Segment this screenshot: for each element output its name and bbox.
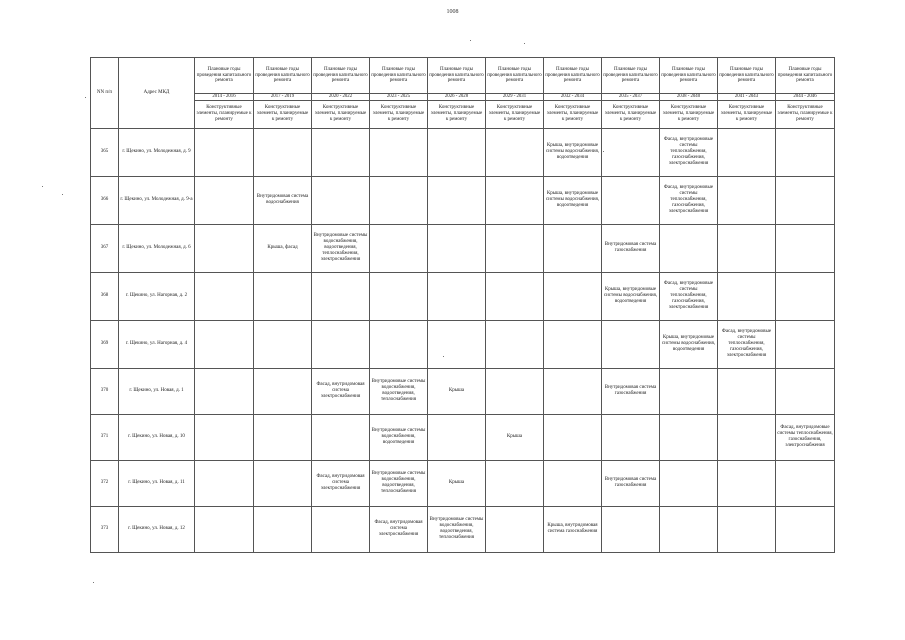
- repair-cell: Крыша, фасад: [254, 224, 312, 272]
- repair-cell: [718, 368, 776, 414]
- repair-cell: [254, 460, 312, 506]
- table-header: [91, 58, 835, 129]
- repair-cell: [776, 506, 835, 552]
- header-period-label: Плановые годы проведения капитального ремонта: [370, 58, 428, 94]
- repair-cell: [660, 506, 718, 552]
- table-row: [91, 224, 835, 272]
- scan-speck: [93, 582, 94, 583]
- row-number: 366: [91, 176, 119, 224]
- header-year-range: 2035 - 2037: [602, 94, 660, 101]
- repair-cell: Внутридомовая система газоснабжения: [602, 224, 660, 272]
- repair-cell: [486, 224, 544, 272]
- repair-cell: Крыша, внутридомовые системы водоснабжения, водоотведения: [602, 272, 660, 320]
- repair-cell: Фасад, внутридомовые системы теплоснабжения, газоснабжения, электроснабжения: [718, 320, 776, 368]
- repair-cell: Внутридомовые системы водоснабжения, водоотведения, теплоснабжения: [428, 506, 486, 552]
- repair-cell: [776, 128, 835, 176]
- repair-cell: Крыша, внутридомовая система газоснабжения: [544, 506, 602, 552]
- row-number: 373: [91, 506, 119, 552]
- header-elements-label: Конструктивные элементы, планируемые к ремонту: [544, 100, 602, 128]
- row-number: 369: [91, 320, 119, 368]
- header-period-label: Плановые годы проведения капитального ремонта: [718, 58, 776, 94]
- repair-cell: [312, 128, 370, 176]
- repair-cell: [602, 128, 660, 176]
- repair-cell: [486, 128, 544, 176]
- header-elements-label: Конструктивные элементы, планируемые к ремонту: [370, 100, 428, 128]
- table-row: [91, 320, 835, 368]
- header-elements-label: Конструктивные элементы, планируемые к ремонту: [660, 100, 718, 128]
- row-number: 370: [91, 368, 119, 414]
- repair-cell: [544, 272, 602, 320]
- header-elements-label: Конструктивные элементы, планируемые к ремонту: [195, 100, 254, 128]
- repair-cell: Фасад, внутридомовая система электроснабжения: [312, 368, 370, 414]
- repair-cell: Фасад, внутридомовые системы теплоснабжения, газоснабжения, электроснабжения: [660, 272, 718, 320]
- scan-speck: [443, 356, 444, 357]
- header-elements-label: Конструктивные элементы, планируемые к ремонту: [718, 100, 776, 128]
- header-row-elements: [91, 100, 835, 128]
- repair-cell: [312, 320, 370, 368]
- repair-cell: [776, 272, 835, 320]
- repair-cell: [195, 176, 254, 224]
- repair-cell: [718, 460, 776, 506]
- scan-speck: [42, 186, 43, 187]
- header-row-labels: [91, 58, 835, 94]
- row-address: г. Щекино, ул. Новая, д. 1: [119, 368, 195, 414]
- repair-cell: [776, 320, 835, 368]
- header-period-label: Плановые годы проведения капитального ремонта: [660, 58, 718, 94]
- repair-cell: [312, 506, 370, 552]
- header-year-range: 2020 - 2022: [312, 94, 370, 101]
- header-year-range: 2017 - 2019: [254, 94, 312, 101]
- header-elements-label: Конструктивные элементы, планируемые к ремонту: [486, 100, 544, 128]
- repair-cell: [486, 320, 544, 368]
- repair-cell: [776, 368, 835, 414]
- repair-cell: [370, 128, 428, 176]
- repair-cell: Фасад, внутридомовые системы теплоснабжения, газоснабжения, электроснабжения: [660, 128, 718, 176]
- header-year-range: 2023 - 2025: [370, 94, 428, 101]
- repair-cell: [370, 176, 428, 224]
- repair-cell: [370, 224, 428, 272]
- repair-cell: [195, 224, 254, 272]
- table-row: [91, 414, 835, 460]
- scan-speck: [470, 40, 471, 41]
- repair-cell: [195, 128, 254, 176]
- repair-cell: [312, 414, 370, 460]
- header-period-label: Плановые годы проведения капитального ремонта: [776, 58, 835, 94]
- repair-cell: Крыша, внутридомовые системы водоснабжения, водоотведения: [544, 128, 602, 176]
- header-year-range: 2014 - 2016: [195, 94, 254, 101]
- row-address: г. Щекино, ул. Молодежная, д. 6: [119, 224, 195, 272]
- header-period-label: Плановые годы проведения капитального ремонта: [195, 58, 254, 94]
- repair-cell: [370, 272, 428, 320]
- repair-cell: [718, 128, 776, 176]
- header-period-label: Плановые годы проведения капитального ремонта: [602, 58, 660, 94]
- header-period-label: Плановые годы проведения капитального ремонта: [254, 58, 312, 94]
- repair-cell: [544, 460, 602, 506]
- repair-cell: Внутридомовые системы водоснабжения, водоотведения, теплоснабжения: [370, 460, 428, 506]
- header-year-range: 2038 - 2040: [660, 94, 718, 101]
- header-period-label: Плановые годы проведения капитального ремонта: [428, 58, 486, 94]
- row-address: г. Щекино, ул. Нагорная, д. 4: [119, 320, 195, 368]
- repair-cell: Фасад, внутридомовая система электроснабжения: [370, 506, 428, 552]
- header-elements-label: Конструктивные элементы, планируемые к ремонту: [254, 100, 312, 128]
- table-row: [91, 460, 835, 506]
- header-elements-label: Конструктивные элементы, планируемые к ремонту: [602, 100, 660, 128]
- repair-cell: [195, 272, 254, 320]
- repair-cell: [312, 176, 370, 224]
- header-year-range: 2041 - 2043: [718, 94, 776, 101]
- row-number: 371: [91, 414, 119, 460]
- repair-cell: [486, 176, 544, 224]
- repair-cell: [428, 128, 486, 176]
- repair-cell: [428, 176, 486, 224]
- repair-cell: [660, 414, 718, 460]
- header-period-label: Плановые годы проведения капитального ремонта: [312, 58, 370, 94]
- scan-speck: [85, 97, 86, 98]
- repair-cell: [602, 414, 660, 460]
- repair-cell: [254, 128, 312, 176]
- header-period-label: Плановые годы проведения капитального ремонта: [544, 58, 602, 94]
- repair-cell: [312, 272, 370, 320]
- header-row-years: [91, 94, 835, 101]
- repair-cell: [718, 176, 776, 224]
- repair-cell: [718, 414, 776, 460]
- repair-cell: [602, 506, 660, 552]
- repair-cell: [195, 460, 254, 506]
- header-period-label: Плановые годы проведения капитального ремонта: [486, 58, 544, 94]
- repair-cell: [602, 320, 660, 368]
- repair-cell: [254, 506, 312, 552]
- repair-cell: Крыша: [486, 414, 544, 460]
- row-number: 365: [91, 128, 119, 176]
- repair-cell: [544, 224, 602, 272]
- repair-cell: [544, 320, 602, 368]
- header-year-range: 2032 - 2034: [544, 94, 602, 101]
- repair-cell: [718, 272, 776, 320]
- repair-cell: [776, 224, 835, 272]
- row-number: 372: [91, 460, 119, 506]
- repair-cell: [428, 224, 486, 272]
- header-elements-label: Конструктивные элементы, планируемые к ремонту: [312, 100, 370, 128]
- repair-cell: [660, 460, 718, 506]
- repair-cell: [544, 368, 602, 414]
- repair-cell: [486, 460, 544, 506]
- repair-cell: [195, 368, 254, 414]
- header-elements-label: Конструктивные элементы, планируемые к ремонту: [428, 100, 486, 128]
- scan-speck: [524, 43, 525, 44]
- repair-cell: Внутридомовая система газоснабжения: [602, 460, 660, 506]
- repair-cell: [544, 414, 602, 460]
- row-number: 367: [91, 224, 119, 272]
- repair-cell: [428, 272, 486, 320]
- scan-speck: [62, 194, 63, 195]
- repair-cell: [195, 320, 254, 368]
- table-row: [91, 128, 835, 176]
- repair-cell: [486, 368, 544, 414]
- repair-cell: [718, 224, 776, 272]
- repair-schedule-table: [90, 57, 835, 553]
- row-address: г. Щекино, ул. Новая, д. 12: [119, 506, 195, 552]
- row-address: г. Щекино, ул. Молодежная, д. 9: [119, 128, 195, 176]
- repair-cell: [428, 320, 486, 368]
- repair-cell: [370, 320, 428, 368]
- row-address: г. Щекино, ул. Новая, д. 10: [119, 414, 195, 460]
- repair-cell: [486, 272, 544, 320]
- repair-cell: [776, 460, 835, 506]
- repair-cell: Внутридомовая система газоснабжения: [602, 368, 660, 414]
- repair-cell: Внутридомовые системы водоснабжения, водоотведения, теплоснабжения: [370, 368, 428, 414]
- header-year-range: 2044 - 2046: [776, 94, 835, 101]
- repair-cell: [428, 414, 486, 460]
- repair-cell: [660, 224, 718, 272]
- table-row: [91, 506, 835, 552]
- repair-cell: [660, 368, 718, 414]
- repair-cell: Фасад, внутридомовые системы теплоснабжения, газоснабжения, электроснабжения: [660, 176, 718, 224]
- header-address: Адрес МКД: [119, 58, 195, 129]
- repair-cell: Крыша, внутридомовые системы водоснабжения, водоотведения: [544, 176, 602, 224]
- header-year-range: 2029 - 2031: [486, 94, 544, 101]
- table-row: [91, 176, 835, 224]
- row-address: г. Щекино, ул. Нагорная, д. 2: [119, 272, 195, 320]
- repair-cell: [602, 176, 660, 224]
- repair-cell: [254, 272, 312, 320]
- table-row: [91, 272, 835, 320]
- repair-cell: [486, 506, 544, 552]
- repair-cell: Внутридомовые системы водоснабжения, водоотведения, теплоснабжения, электроснабжения: [312, 224, 370, 272]
- repair-cell: Внутридомовые системы водоснабжения, водоотведения: [370, 414, 428, 460]
- repair-cell: Крыша: [428, 460, 486, 506]
- row-number: 368: [91, 272, 119, 320]
- repair-cell: Внутридомовая система водоснабжения: [254, 176, 312, 224]
- page-number: 1008: [446, 9, 459, 15]
- repair-cell: [718, 506, 776, 552]
- repair-cell: [254, 320, 312, 368]
- table-body: [91, 128, 835, 552]
- header-number: NN п/п: [91, 58, 119, 129]
- header-elements-label: Конструктивные элементы, планируемые к ремонту: [776, 100, 835, 128]
- scan-speck: [603, 151, 604, 152]
- header-year-range: 2026 - 2028: [428, 94, 486, 101]
- row-address: г. Щекино, ул. Новая, д. 11: [119, 460, 195, 506]
- repair-cell: [195, 506, 254, 552]
- repair-cell: [254, 368, 312, 414]
- repair-cell: Фасад, внутридомовые системы теплоснабжения, газоснабжения, электроснабжения: [776, 414, 835, 460]
- repair-cell: Фасад, внутридомовая система электроснабжения: [312, 460, 370, 506]
- table-row: [91, 368, 835, 414]
- row-address: г. Щекино, ул. Молодежная, д. 9-а: [119, 176, 195, 224]
- repair-cell: Крыша, внутридомовые системы водоснабжения, водоотведения: [660, 320, 718, 368]
- repair-cell: Крыша: [428, 368, 486, 414]
- repair-cell: [195, 414, 254, 460]
- repair-cell: [776, 176, 835, 224]
- repair-cell: [254, 414, 312, 460]
